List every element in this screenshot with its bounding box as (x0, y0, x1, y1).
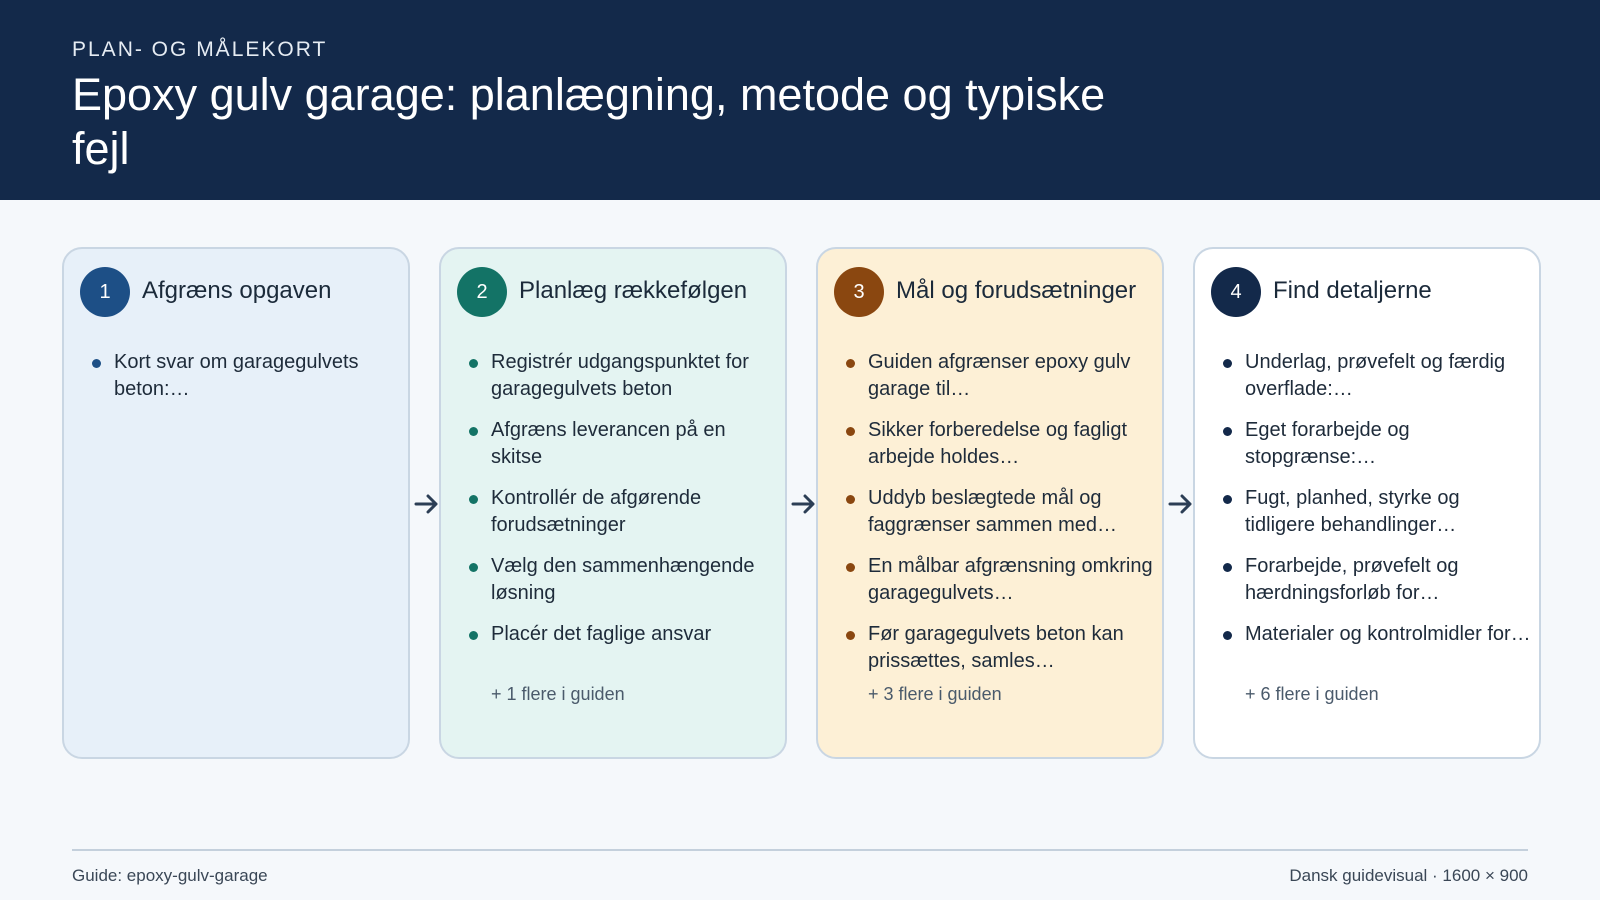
more-link: + 1 flere i guiden (491, 684, 625, 704)
eyebrow: PLAN- OG MÅLEKORT (72, 38, 328, 61)
step-number-badge: 4 (1211, 267, 1261, 317)
footer-guide-label: Guide: epoxy-gulv-garage (72, 866, 268, 885)
list-item: Afgræns leverancen på en skitse (469, 417, 781, 471)
footer-divider (72, 849, 1528, 851)
step-title: Planlæg rækkefølgen (519, 277, 748, 304)
list-item: Registrér udgangspunktet for garagegulvets beton (469, 349, 781, 403)
footer-meta: Dansk guidevisual · 1600 × 900 (1289, 866, 1528, 885)
step-card-3 (816, 247, 1164, 759)
step-title: Afgræns opgaven (142, 277, 332, 304)
arrow-right-icon (790, 490, 818, 518)
step-title: Find detaljerne (1273, 277, 1432, 304)
step-list (846, 349, 1158, 689)
list-item: Uddyb beslægtede mål og faggrænser sammen med… (846, 485, 1158, 539)
step-number-badge: 1 (80, 267, 130, 317)
step-card-1 (62, 247, 410, 759)
list-item: Placér det faglige ansvar (469, 621, 781, 648)
arrow-right-icon (413, 490, 441, 518)
header (0, 0, 1600, 200)
list-item: Kort svar om garagegulvets beton:… (92, 349, 404, 403)
list-item: Materialer og kontrolmidler for… (1223, 621, 1535, 648)
more-link: + 6 flere i guiden (1245, 684, 1379, 704)
step-list (469, 349, 781, 662)
step-title: Mål og forudsætninger (896, 277, 1137, 304)
step-list (1223, 349, 1535, 662)
step-card-4 (1193, 247, 1541, 759)
step-list (92, 349, 404, 417)
list-item: Forarbejde, prøvefelt og hærdningsforløb for… (1223, 553, 1535, 607)
list-item: Underlag, prøvefelt og færdig overflade:… (1223, 349, 1535, 403)
list-item: Fugt, planhed, styrke og tidligere behandlinger… (1223, 485, 1535, 539)
list-item: En målbar afgrænsning omkring garagegulvets… (846, 553, 1158, 607)
list-item: Kontrollér de afgørende forudsætninger (469, 485, 781, 539)
list-item: Før garagegulvets beton kan prissættes, samles… (846, 621, 1158, 675)
step-number-badge: 2 (457, 267, 507, 317)
list-item: Guiden afgrænser epoxy gulv garage til… (846, 349, 1158, 403)
more-link: + 3 flere i guiden (868, 684, 1002, 704)
step-number-badge: 3 (834, 267, 884, 317)
list-item: Sikker forberedelse og fagligt arbejde holdes… (846, 417, 1158, 471)
page-title: Epoxy gulv garage: planlægning, metode og typiske fejl (72, 69, 1106, 174)
list-item: Vælg den sammenhængende løsning (469, 553, 781, 607)
list-item: Eget forarbejde og stopgrænse:… (1223, 417, 1535, 471)
arrow-right-icon (1167, 490, 1195, 518)
step-card-2 (439, 247, 787, 759)
